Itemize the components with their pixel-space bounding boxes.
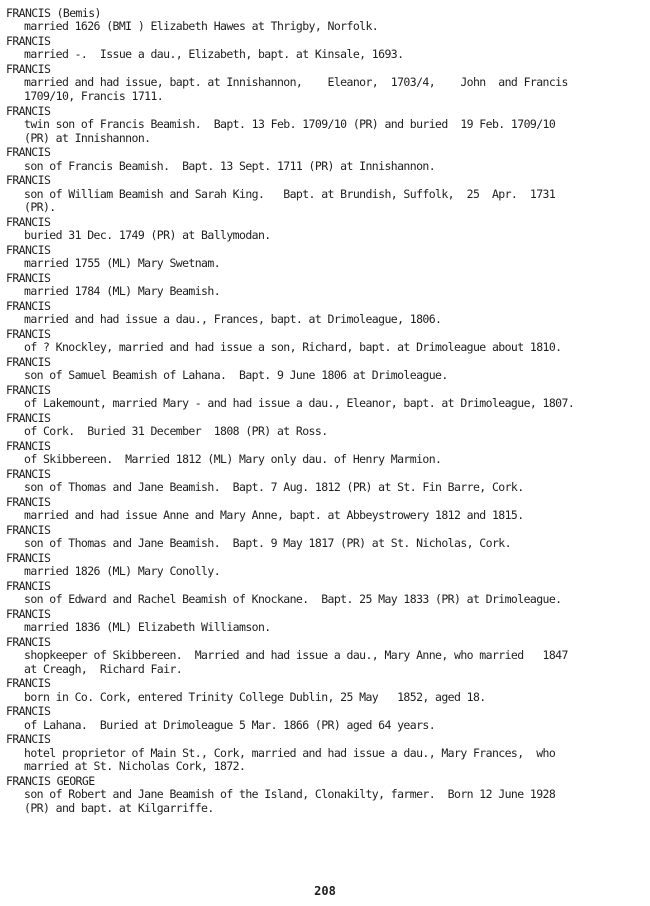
entry-heading: FRANCIS: [6, 578, 51, 593]
entry-heading: FRANCIS: [6, 732, 51, 747]
entry-heading: FRANCIS: [6, 214, 51, 229]
entry-text: married 1755 (ML) Mary Swetnam.: [24, 256, 221, 271]
document-page: [6, 6, 644, 816]
entry: [6, 243, 644, 271]
entry-heading: FRANCIS: [6, 550, 51, 565]
entry-heading: FRANCIS: [6, 522, 51, 537]
entry-text: married and had issue a dau., Frances, bapt. at Drimoleague, 1806.: [24, 312, 442, 327]
entry-heading: FRANCIS: [6, 326, 51, 341]
entry-text: buried 31 Dec. 1749 (PR) at Ballymodan.: [24, 228, 271, 243]
entry-text: twin son of Francis Beamish. Bapt. 13 Feb. 1709/10 (PR) and buried 19 Feb. 1709/10 (PR) at Innishannon.: [24, 117, 556, 145]
entry: [6, 439, 644, 467]
entry-heading: FRANCIS: [6, 466, 51, 481]
entry-text: of Cork. Buried 31 December 1808 (PR) at Ross.: [24, 424, 328, 439]
entry: [6, 635, 644, 677]
entry-heading: FRANCIS: [6, 382, 51, 397]
entry-heading: FRANCIS: [6, 270, 51, 285]
entry-heading: FRANCIS (Bemis): [6, 6, 101, 20]
entry: [6, 355, 644, 383]
entry-heading: FRANCIS: [6, 410, 51, 425]
entry-heading: FRANCIS: [6, 34, 51, 48]
entry: [6, 6, 644, 34]
entry-heading: FRANCIS GEORGE: [6, 773, 95, 788]
entry-text: married and had issue, bapt. at Innishannon, Eleanor, 1703/4, John and Francis 1709/10, Francis 1711.: [24, 75, 568, 103]
entry-text: married 1784 (ML) Mary Beamish.: [24, 284, 221, 299]
entry-heading: FRANCIS: [6, 494, 51, 509]
entry: [6, 732, 644, 774]
entry-text: son of Thomas and Jane Beamish. Bapt. 9 May 1817 (PR) at St. Nicholas, Cork.: [24, 536, 511, 551]
entry-text: shopkeeper of Skibbereen. Married and had issue a dau., Mary Anne, who married 1847 at Creagh, Richard Fair.: [24, 648, 568, 676]
entry-text: of ? Knockley, married and had issue a son, Richard, bapt. at Drimoleague about 1810.: [24, 340, 562, 355]
entry-heading: FRANCIS: [6, 676, 51, 691]
entry-text: son of William Beamish and Sarah King. Bapt. at Brundish, Suffolk, 25 Apr. 1731 (PR).: [24, 186, 556, 215]
entry-text: of Lakemount, married Mary - and had issue a dau., Eleanor, bapt. at Drimoleague, 1807.: [24, 396, 575, 411]
entry: [6, 34, 644, 62]
entry: [6, 104, 644, 146]
entry-text: born in Co. Cork, entered Trinity College Dublin, 25 May 1852, aged 18.: [24, 689, 486, 704]
entry-text: married 1826 (ML) Mary Conolly.: [24, 564, 221, 579]
entry-text: son of Thomas and Jane Beamish. Bapt. 7 Aug. 1812 (PR) at St. Fin Barre, Cork.: [24, 480, 524, 495]
entry: [6, 327, 644, 355]
entry-heading: FRANCIS: [6, 704, 51, 719]
entry-heading: FRANCIS: [6, 62, 51, 76]
entry-text: of Skibbereen. Married 1812 (ML) Mary only dau. of Henry Marmion.: [24, 452, 442, 467]
entry-heading: FRANCIS: [6, 242, 51, 257]
entry: [6, 271, 644, 299]
entry: [6, 62, 644, 104]
entry-text: son of Edward and Rachel Beamish of Knockane. Bapt. 25 May 1833 (PR) at Drimoleague.: [24, 592, 562, 607]
entry: [6, 704, 644, 732]
entry-heading: FRANCIS: [6, 438, 51, 453]
entry-text: son of Robert and Jane Beamish of the Island, Clonakilty, farmer. Born 12 June 1928 (PR) and bapt. at Kilgarriffe.: [24, 787, 556, 815]
entry: [6, 299, 644, 327]
entry: [6, 145, 644, 173]
entry-heading: FRANCIS: [6, 606, 51, 621]
entry: [6, 774, 644, 816]
entry: [6, 215, 644, 243]
entry: [6, 551, 644, 579]
entry: [6, 467, 644, 495]
entry-text: married and had issue Anne and Mary Anne, bapt. at Abbeystrowery 1812 and 1815.: [24, 508, 524, 523]
entry-text: married -. Issue a dau., Elizabeth, bapt. at Kinsale, 1693.: [24, 47, 404, 62]
entry-text: married 1626 (BMI ) Elizabeth Hawes at Thrigby, Norfolk.: [24, 19, 379, 34]
entry: [6, 676, 644, 704]
entry: [6, 607, 644, 635]
entry-text: son of Francis Beamish. Bapt. 13 Sept. 1711 (PR) at Innishannon.: [24, 158, 436, 173]
entry: [6, 411, 644, 439]
entry-heading: FRANCIS: [6, 354, 51, 369]
entry-heading: FRANCIS: [6, 298, 51, 313]
entry-heading: FRANCIS: [6, 634, 51, 649]
entry-heading: FRANCIS: [6, 103, 51, 118]
entry-text: hotel proprietor of Main St., Cork, married and had issue a dau., Mary Frances, who married at St. Nicholas Cork, 1872.: [24, 745, 556, 774]
page-number: 208: [314, 884, 336, 898]
entry: [6, 383, 644, 411]
entry: [6, 495, 644, 523]
entry-heading: FRANCIS: [6, 145, 51, 160]
entry-text: son of Samuel Beamish of Lahana. Bapt. 9 June 1806 at Drimoleague.: [24, 368, 448, 383]
entry-text: married 1836 (ML) Elizabeth Williamson.: [24, 620, 271, 635]
entry-heading: FRANCIS: [6, 173, 51, 188]
entry-text: of Lahana. Buried at Drimoleague 5 Mar. 1866 (PR) aged 64 years.: [24, 717, 436, 732]
entry: [6, 579, 644, 607]
entry: [6, 173, 644, 215]
entry: [6, 523, 644, 551]
